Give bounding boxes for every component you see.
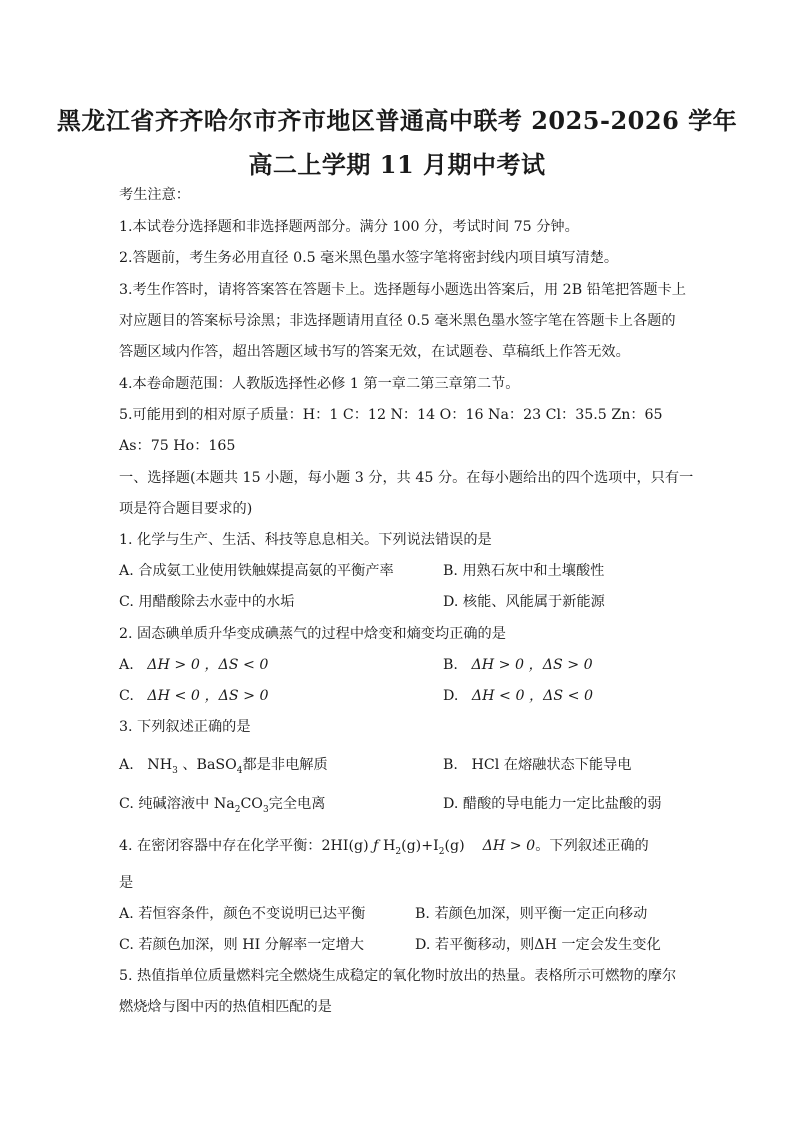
question-3-option-a: [119, 756, 328, 780]
subscript: 2: [234, 804, 241, 815]
question-2-option-a: [119, 656, 268, 674]
option-formula: ΔH > 0 ，ΔS > 0: [471, 657, 593, 673]
option-prefix: C. 纯碱溶液中: [119, 796, 214, 812]
equilibrium-arrow: ƒ: [373, 838, 379, 854]
question-4-stem-cont: 是: [119, 875, 134, 891]
question-1-stem: 1. 化学与生产、生活、科技等息息相关。下列说法错误的是: [119, 532, 492, 548]
question-4-option-a: A. 若恒容条件，颜色不变说明已达平衡: [119, 906, 366, 922]
option-label: A.: [119, 657, 134, 673]
subscript: 2: [438, 846, 445, 857]
page-title-line-2: 高二上学期 11 月期中考试: [248, 150, 546, 179]
notice-item-2: 2.答题前，考生务必用直径 0.5 毫米黑色墨水签字笔将密封线内项目填写清楚。: [119, 250, 619, 266]
question-1-option-d: D. 核能、风能属于新能源: [443, 594, 605, 610]
equation-right: (g)+I: [401, 838, 439, 854]
subscript: 3: [262, 804, 269, 815]
subscript: 3: [172, 765, 178, 776]
question-5-stem: 5. 热值指单位质量燃料完全燃烧生成稳定的氧化物时放出的热量。表格所示可燃物的摩尔: [119, 968, 677, 984]
question-4-option-b: B. 若颜色加深，则平衡一定正向移动: [415, 906, 648, 922]
question-4-option-d: D. 若平衡移动，则ΔH 一定会发生变化: [415, 937, 661, 953]
question-1-option-c: C. 用醋酸除去水壶中的水垢: [119, 594, 295, 610]
notice-heading: 考生注意：: [119, 187, 190, 203]
option-label: D.: [443, 688, 459, 704]
option-label: C.: [119, 688, 134, 704]
question-2-option-c: [119, 687, 269, 705]
question-3-option-c: [119, 795, 325, 819]
question-3-stem: 3. 下列叙述正确的是: [119, 719, 251, 735]
notice-item-3-cont-1: 对应题目的答案标号涂黑；非选择题请用直径 0.5 毫米黑色墨水签字笔在答题卡上各题的: [119, 313, 676, 329]
notice-item-5: 5.可能用到的相对原子质量：H：1 C：12 N：14 O：16 Na：23 Cl：35.5 Zn：65: [119, 407, 663, 423]
stem-text: 4. 在密闭容器中存在化学平衡：: [119, 838, 322, 854]
formula-baso4: 、BaSO: [177, 757, 237, 773]
question-2-option-b: [443, 656, 593, 674]
equation-right: H: [382, 838, 396, 854]
formula-nh3: NH: [147, 757, 173, 773]
formula-co: CO: [240, 796, 263, 812]
subscript: 4: [236, 765, 243, 776]
option-text: 完全电离: [268, 796, 326, 812]
equation-right: (g): [444, 838, 465, 854]
formula-na: Na: [213, 796, 235, 812]
formula-hcl: HCl: [471, 757, 500, 773]
option-text: 在熔融状态下能导电: [503, 757, 632, 773]
question-1-option-a: A. 合成氨工业使用铁触媒提高氨的平衡产率: [119, 563, 394, 579]
notice-item-3-cont-2: 答题区域内作答，超出答题区域书写的答案无效，在试题卷、草稿纸上作答无效。: [119, 344, 630, 360]
option-label: B.: [443, 757, 458, 773]
notice-item-5-cont: As：75 Ho：165: [119, 438, 236, 454]
notice-item-4: 4.本卷命题范围：人教版选择性必修 1 第一章二第三章第二节。: [119, 376, 520, 392]
question-4-stem: [119, 837, 649, 861]
equation-left: 2HI(g): [321, 838, 369, 854]
subscript: 2: [395, 846, 402, 857]
question-2-option-d: [443, 687, 593, 705]
section-heading: 一、选择题(本题共 15 小题，每小题 3 分，共 45 分。在每小题给出的四个选项中，只有一: [119, 470, 694, 486]
question-3-option-d: D. 醋酸的导电能力一定比盐酸的弱: [443, 796, 662, 812]
section-heading-cont: 项是符合题目要求的): [119, 501, 253, 517]
option-label: A.: [119, 757, 134, 773]
option-formula: ΔH < 0 ，ΔS > 0: [147, 688, 269, 704]
question-4-option-c: C. 若颜色加深，则 HI 分解率一定增大: [119, 937, 364, 953]
option-text: 都是非电解质: [242, 757, 328, 773]
stem-text: 。下列叙述正确的: [535, 838, 649, 854]
notice-item-3: 3.考生作答时，请将答案答在答题卡上。选择题每小题选出答案后，用 2B 铅笔把答题卡上: [119, 282, 686, 298]
option-formula: ΔH > 0 ，ΔS < 0: [147, 657, 269, 673]
question-1-option-b: B. 用熟石灰中和土壤酸性: [443, 563, 605, 579]
enthalpy-change: ΔH > 0: [482, 838, 536, 854]
page-title-line-1: 黑龙江省齐齐哈尔市齐市地区普通高中联考 2025-2026 学年: [56, 106, 738, 135]
option-label: B.: [443, 657, 458, 673]
question-2-stem: 2. 固态碘单质升华变成碘蒸气的过程中焓变和熵变均正确的是: [119, 626, 506, 642]
option-formula: ΔH < 0 ，ΔS < 0: [471, 688, 594, 704]
question-5-stem-cont: 燃烧焓与图中丙的热值相匹配的是: [119, 999, 332, 1015]
notice-item-1: 1.本试卷分选择题和非选择题两部分。满分 100 分，考试时间 75 分钟。: [119, 219, 579, 235]
question-3-option-b: [443, 756, 631, 774]
